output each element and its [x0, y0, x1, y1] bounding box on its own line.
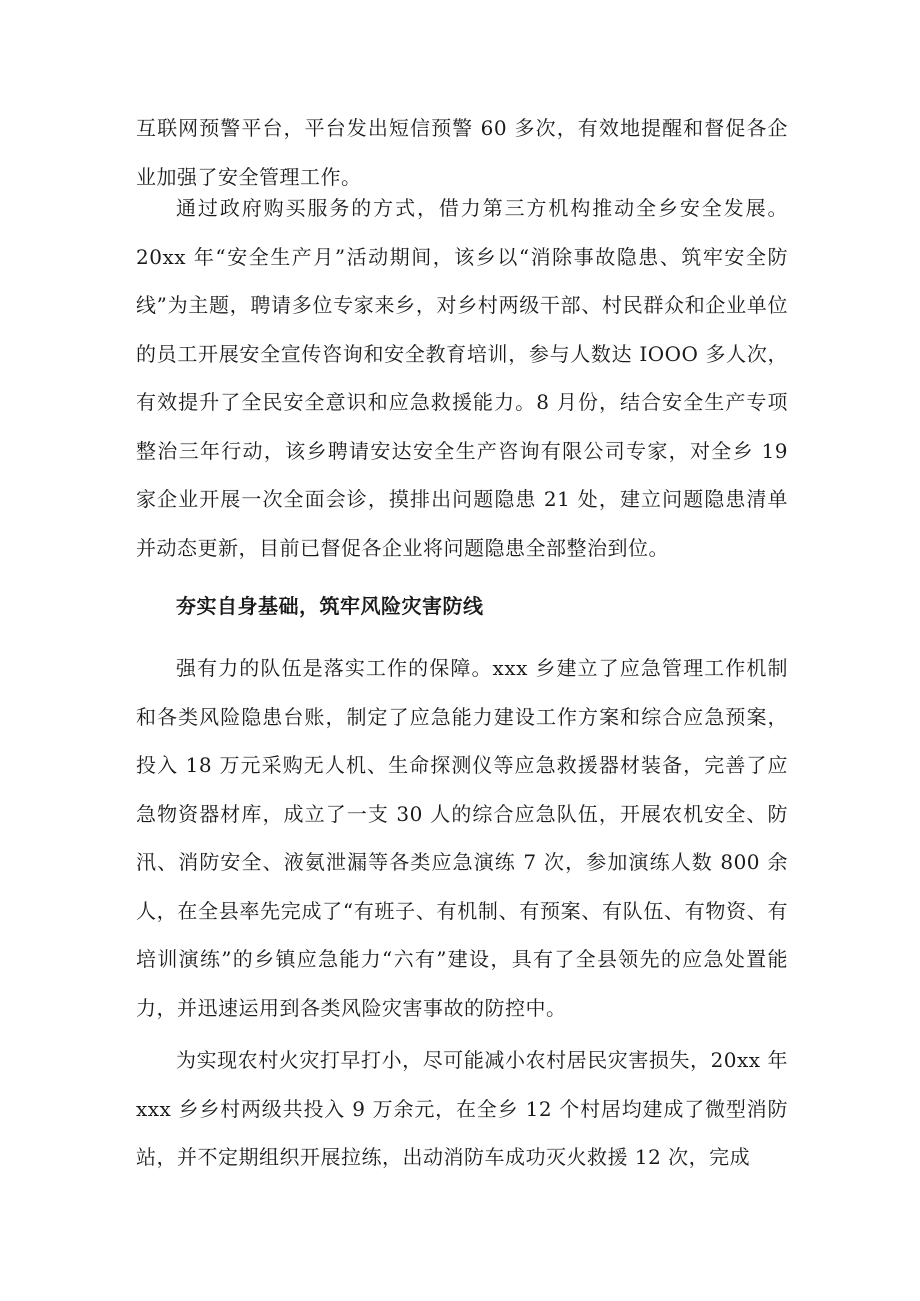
- paragraph-third-party-services: 通过政府购买服务的方式，借力第三方机构推动全乡安全发展。20xx 年“安全生产月”活动期间，该乡以“消除事故隐患、筑牢安全防线”为主题，聘请多位专家来乡，对乡村两级干部、村民群众和企业单位的员工开展安全宣传咨询和安全教育培训，参与人数达 IOOO 多人次，有效提升了全民安全意识和应急救援能力。8 月份，结合安全生产专项整治三年行动，该乡聘请安达安全生产咨询有限公司专家，对全乡 19 家企业开展一次全面会诊，摸排出问题隐患 21 处，建立问题隐患清单并动态更新，目前已督促各企业将问题隐患全部整治到位。: [136, 196, 788, 560]
- paragraph-emergency-team: 强有力的队伍是落实工作的保障。xxx 乡建立了应急管理工作机制和各类风险隐患台账，制定了应急能力建设工作方案和综合应急预案，投入 18 万元采购无人机、生命探测仪等应急救援器材装备，完善了应急物资器材库，成立了一支 30 人的综合应急队伍，开展农机安全、防汛、消防安全、液氨泄漏等各类应急演练 7 次，参加演练人数 800 余人，在全县率先完成了“有班子、有机制、有预案、有队伍、有物资、有培训演练”的乡镇应急能力“六有”建设，具有了全县领先的应急处置能力，并迅速运用到各类风险灾害事故的防控中。: [136, 656, 788, 1020]
- paragraph-fire-stations: 为实现农村火灾打早打小，尽可能减小农村居民灾害损失，20xx 年 xxx 乡乡村两级共投入 9 万余元，在全乡 12 个村居均建成了微型消防站，并不定期组织开展拉练，出动消防车成功灭火救援 12 次，完成: [136, 1048, 788, 1169]
- section-heading: 夯实自身基础，筑牢风险灾害防线: [176, 594, 484, 618]
- paragraph-early-warning: 互联网预警平台，平台发出短信预警 60 多次，有效地提醒和督促各企业加强了安全管理工作。: [136, 116, 788, 189]
